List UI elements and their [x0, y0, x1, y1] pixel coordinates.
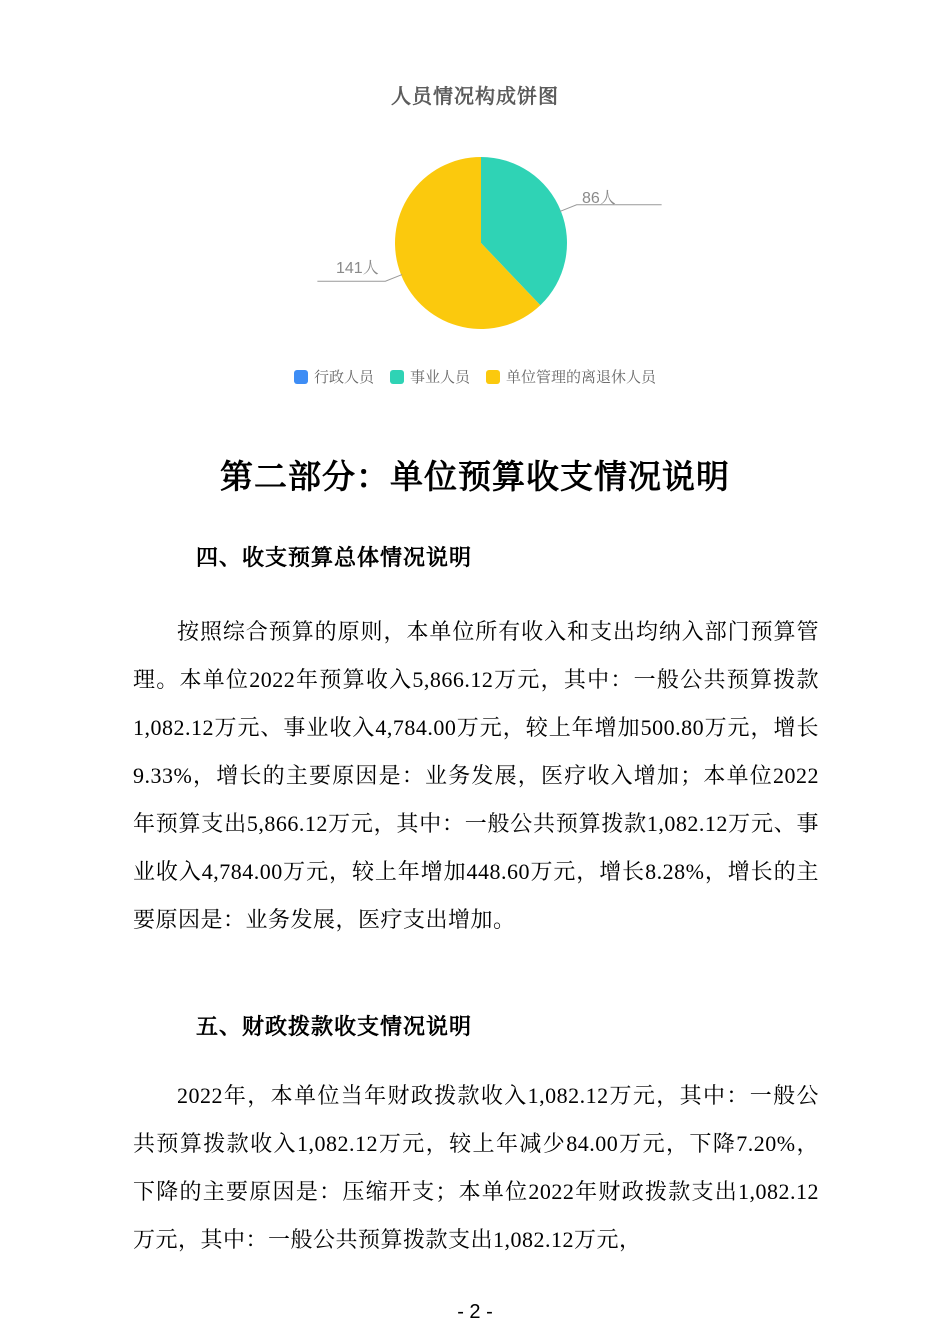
legend-swatch-icon: [390, 370, 404, 384]
legend-item-label: 单位管理的离退休人员: [506, 369, 657, 386]
section-4-paragraph: 按照综合预算的原则，本单位所有收入和支出均纳入部门预算管理。本单位2022年预算收入5,866.12万元，其中：一般公共预算拨款1,082.12万元、事业收入4,784.00万元，较上年增加500.80万元，增长9.33%，增长的主要原因是：业务发展，医疗收入增加；本单位2022年预算支出5,866.12万元，其中：一般公共预算拨款1,082.12万元、事业收入4,784.00万元，较上年增加448.60万元，增长8.28%，增长的主要原因是：业务发展，医疗支出增加。: [133, 619, 819, 932]
pie-chart-svg: [0, 0, 950, 360]
legend-swatch-icon: [486, 370, 500, 384]
legend-item-label: 行政人员: [313, 369, 374, 386]
page-number: - 2 -: [457, 1301, 493, 1323]
legend-swatch-icon: [294, 370, 308, 384]
pie-slice-label-lituixiu: 141人: [336, 260, 379, 277]
chart-title: 人员情况构成饼图: [391, 86, 559, 108]
pie-slice-label-shiye: 86人: [582, 190, 616, 207]
section-heading-4: 四、收支预算总体情况说明: [196, 545, 473, 570]
legend-item-2[interactable]: [486, 366, 656, 387]
section-5-paragraph: 2022年，本单位当年财政拨款收入1,082.12万元，其中：一般公共预算拨款收入1,082.12万元，较上年减少84.00万元，下降7.20%，下降的主要原因是：压缩开支；本单位2022年财政拨款支出1,082.12万元，其中：一般公共预算拨款支出1,082.12万元，: [133, 1083, 819, 1252]
legend-item-label: 事业人员: [409, 369, 470, 386]
legend-item-1[interactable]: [390, 366, 470, 387]
part-title: 第二部分：单位预算收支情况说明: [220, 458, 730, 495]
section-heading-5: 五、财政拨款收支情况说明: [196, 1014, 473, 1039]
legend-item-0[interactable]: [294, 366, 374, 387]
chart-legend: [0, 366, 950, 387]
